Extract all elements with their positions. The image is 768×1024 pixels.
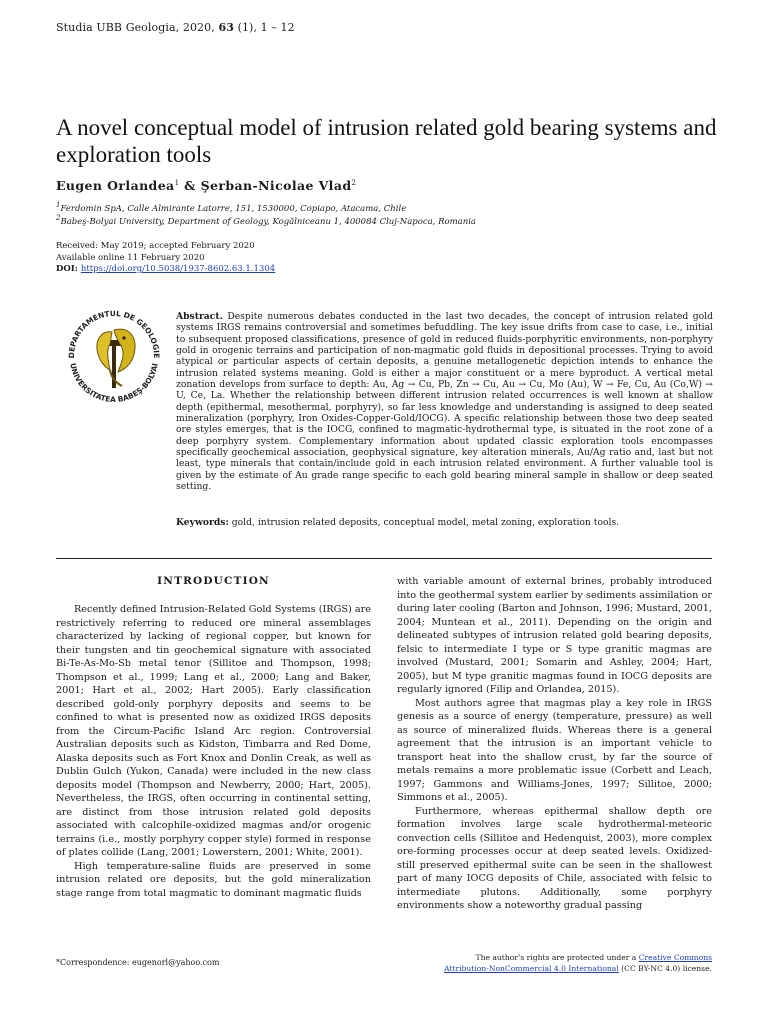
affiliation-number: 2 bbox=[56, 214, 61, 222]
section-divider bbox=[56, 558, 712, 559]
license-prefix: The author’s rights are protected under a bbox=[475, 953, 639, 962]
license-notice bbox=[398, 952, 712, 974]
abstract-text: Despite numerous debates conducted in the last two decades, the concept of intrusion related gold systems IRGS remains controversial and sometimes befuddling. The key issue drifts from case to case, i.e., initial to subsequent proposed classifications, presence of gold in reduced fluids-porphyritic environments, non-porphyry gold in orogenic terrains and participation of non-magmatic gold fluids in depositional processes. Trying to avoid atypical or particular aspects of certain deposits, a genuine metallogenetic depiction intends to enhance the intrusion related systems meaning. Gold is either a major constituent or a mere byproduct. A vertical metal zonation develops from surface to depth: Au, Ag → Cu, Pb, Zn → Cu, Au → Cu, Mo (Au), W → Fe, Cu, Au (Co,W) → U, Ce, La. Whether the relationship between different intrusion related occurrences is well known at shallow depth (epithermal, mesothermal, porphyry), so far less knowledge and understanding is assigned to deep seated mineralization (porphyry, Iron Oxides-Copper-Gold/IOCG). A specific relationship between those two deep seated ore styles emerges, that is the IOCG, confined to magmatic-hydrothermal type, is situated in the root zone of a deep porphyry system. Complementary information about updated classic exploration tools encompasses specifically geochemical association, geophysical signature, key alteration minerals, Au/Ag ratio and, last but not least, type minerals that contain/include gold in each intrusion related environment. A further valuable tool is given by the estimate of Au grade range specific to each gold bearing mineral sample in shallow or deep seated setting. bbox=[176, 311, 713, 492]
paragraph: Recently defined Intrusion-Related Gold Systems (IRGS) are restrictively referring to reduced ore mineral assemblages characterized by lacking of regional copper, but known for their tungsten and tin geochemical signature with associated Bi-Te-As-Mo-Sb metal tenor (Sillitoe and Thompson, 1998; Thompson et al., 1999; Lang et al., 2000; Lang and Baker, 2001; Hart et al., 2002; Hart 2005). Early classification described gold-only porphyry deposits and seems to be confined to what is presented now as oxidized IRGS deposits from the Circum-Pacific Island Arc region. Controversial Australian deposits such as Kidston, Timbarra and Red Dome, Alaska deposits such as Fort Knox and Donlin Creak, as well as Dublin Gulch (Yukon, Canada) were included in the new class deposits model (Thompson and Newberry, 2000; Hart, 2005). Nevertheless, the IRGS, often occurring in continental setting, are distinct from those intrusion related gold deposits associated with calcophile-oxidized magmas and/or orogenic terrains (i.e., mostly porphyry copper style) formed in response of plates collide (Lang, 2001; Lowerstern, 2001; White, 2001). bbox=[56, 604, 371, 858]
logo-text-top: DEPARTAMENTUL DE GEOLOGIE bbox=[66, 308, 162, 359]
affiliation-marker: 1 bbox=[174, 178, 180, 187]
logo-text-bottom: UNIVERSITATEA BABEŞ-BOLYAI bbox=[68, 362, 160, 405]
author-list bbox=[56, 178, 356, 193]
license-link[interactable]: Attribution-NonCommercial 4.0 International bbox=[444, 964, 619, 973]
journal-name: Studia UBB Geologia, 2020, bbox=[56, 21, 219, 34]
paragraph: High temperature-saline fluids are preserved in some intrusion related ore deposits, but the gold mineralization stage range from total magmatic to dominant magmatic fluids bbox=[56, 860, 371, 899]
available-date: Available online 11 February 2020 bbox=[56, 252, 205, 263]
introduction-heading: INTRODUCTION bbox=[157, 575, 270, 587]
paragraph: with variable amount of external brines, probably introduced into the geothermal system earlier by sediments assimilation or during later cooling (Barton and Johnson, 1996; Mustard, 2001, 2004; Muntean et al., 2011). Depending on the origin and delineated subtypes of intrusion related gold bearing deposits, felsic to intermediate I type or S type granitic magmas are involved (Mustard, 2001; Somarin and Ashley, 2004; Hart, 2005), but M type granitic magmas found in IOCG deposits are regularly ignored (Filip and Orlandea, 2015). bbox=[397, 576, 712, 695]
article-title: A novel conceptual model of intrusion related gold bearing systems and exploration tools bbox=[56, 115, 717, 167]
right-column bbox=[397, 575, 712, 913]
left-column bbox=[56, 603, 371, 900]
author-name: Eugen Orlandea bbox=[56, 178, 175, 193]
abstract bbox=[176, 311, 713, 492]
doi-link[interactable]: https://doi.org/10.5038/1937-8602.63.1.1304 bbox=[80, 264, 276, 274]
keywords-label: Keywords: bbox=[176, 517, 229, 528]
journal-issue-pages: (1), 1 – 12 bbox=[233, 21, 295, 34]
hammer-fish-emblem bbox=[97, 329, 135, 388]
doi-line bbox=[56, 264, 275, 276]
license-suffix: (CC BY-NC 4.0) license. bbox=[618, 964, 712, 973]
department-logo bbox=[60, 300, 168, 408]
publication-dates bbox=[56, 241, 275, 276]
abstract-label: Abstract. bbox=[176, 311, 223, 322]
author-connector: & bbox=[179, 178, 201, 193]
affiliation-number: 1 bbox=[56, 201, 61, 209]
correspondence-note: *Correspondence: eugenorl@yahoo.com bbox=[56, 958, 220, 967]
license-link[interactable]: Creative Commons bbox=[638, 953, 712, 962]
doi-label: DOI: bbox=[56, 264, 81, 274]
received-date: Received: May 2019; accepted February 2020 bbox=[56, 241, 255, 251]
journal-volume: 63 bbox=[218, 21, 234, 34]
journal-citation bbox=[56, 21, 295, 34]
keywords-text: gold, intrusion related deposits, conceptual model, metal zoning, exploration tools. bbox=[228, 517, 620, 528]
affiliation-text: Ferdomin SpA, Calle Almirante Latorre, 151, 1530000, Copiapo, Atacama, Chile bbox=[60, 203, 407, 214]
affiliation-2 bbox=[56, 213, 476, 228]
paragraph: Furthermore, whereas epithermal shallow depth ore formation involves large scale hydrothermal-meteoric convection cells (Sillitoe and Hedenquist, 2003), more complex ore-forming processes occur at deep seated levels. Oxidized-still preserved epithermal suite can be seen in the shallowest part of many IOCG deposits of Chile, associated with felsic to intermediate plutons. Additionally, some porphyry environments show a noteworthy gradual passing bbox=[397, 805, 712, 911]
affiliation-text: Babeş-Bolyai University, Department of Geology, Kogălniceanu 1, 400084 Cluj-Napoca, Romania bbox=[60, 216, 476, 227]
author-name: Şerban-Nicolae Vlad bbox=[200, 178, 352, 193]
affiliation-marker: 2 bbox=[351, 178, 357, 187]
paragraph: Most authors agree that magmas play a key role in IRGS genesis as a source of energy (temperature, pressure) as well as source of mineralized fluids. Whereas there is a general agreement that the intrusion is an important vehicle to transport heat into the shallow crust, by far the source of metals remains a more problematic issue (Corbett and Leach, 1997; Gammons and Williams-Jones, 1997; Sillitoe, 2000; Simmons et al., 2005). bbox=[397, 697, 712, 803]
keywords bbox=[176, 517, 713, 528]
